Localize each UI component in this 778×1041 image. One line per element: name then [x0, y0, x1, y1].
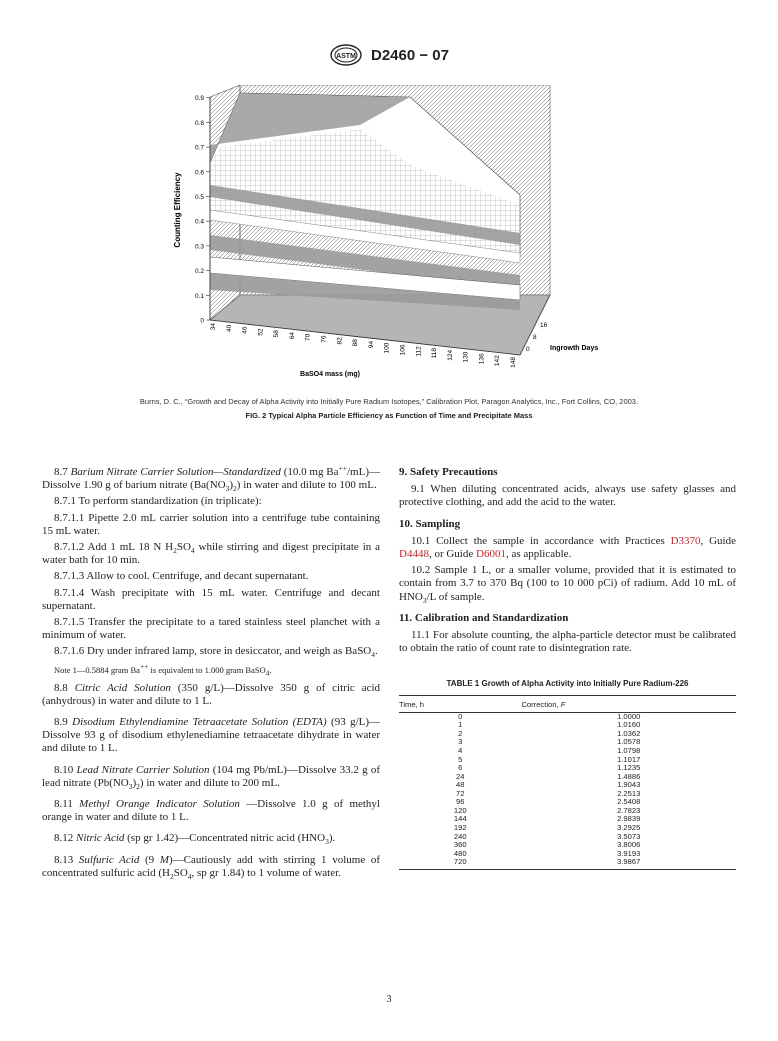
figure-credit: Burns, D. C., “Growth and Decay of Alpha Activity into Initially Pure Radium Isotopes,” Calibration Plot, Paragon Analytics, Inc., Fort Collins, CO, 2003.	[139, 397, 639, 406]
x-tick-label: 88	[352, 339, 360, 347]
section-10-1: 10.1 Collect the sample in accordance with Practices D3370, Guide D4448, or Guide D6001, as applicable.	[399, 534, 736, 561]
x-tick-label: 58	[273, 330, 281, 338]
correction-cell: 2.2513	[617, 788, 641, 798]
section-8-7: 8.7 Barium Nitrate Carrier Solution—Standardized (10.0 mg Ba++/mL)—Dissolve 1.90 g of barium nitrate $(Ba(NO_3)_2)$ in water and dilute to 100 mL.	[42, 463, 380, 494]
correction-cell: 3.2925	[617, 822, 641, 832]
z-tick-label: 16	[540, 322, 548, 329]
x-tick-label: 142	[494, 355, 502, 367]
table-row	[399, 790, 736, 799]
table-row	[399, 858, 736, 869]
correction-cell: 1.0362	[617, 728, 641, 738]
column-header-correction: Correction, F	[521, 695, 736, 712]
section-8-7-1-5: 8.7.1.5 Transfer the precipitate to a tared stainless steel planchet with a minimum of water.	[42, 616, 380, 642]
table-row	[399, 815, 736, 824]
time-cell: 0	[458, 711, 463, 721]
y-tick-label: 0.3	[194, 243, 204, 251]
section-8-9: 8.9 Disodium Ethylendiamine Tetraacetate Solution (EDTA) (93 g/L)—Dissolve 93 g of disodium ethylenediamine tetraacetate dihydrate in water and dilute to 1 L.	[42, 716, 381, 755]
x-tick-label: 46	[241, 326, 249, 334]
x-tick-label: 52	[257, 328, 265, 336]
x-tick-label: 148	[510, 357, 517, 368]
time-cell: 48	[455, 780, 465, 790]
y-tick-label: 0.1	[194, 292, 204, 300]
y-tick-label: 0.8	[194, 119, 204, 127]
table-row	[399, 841, 736, 850]
x-tick-label: 40	[225, 324, 233, 333]
note-1: Note 1—0.5884 gram Ba++ is equivalent to 1.000 gram BaSO$_4$.	[54, 661, 272, 678]
section-9-1: 9.1 When diluting concentrated acids, always use safety glasses and protective clothing, and add the acid to the water.	[399, 483, 736, 509]
time-cell: 2	[458, 728, 463, 738]
z-axis-label: Ingrowth Days	[550, 345, 599, 352]
x-tick-label: 124	[446, 349, 454, 361]
y-tick-label: 0.6	[194, 169, 204, 177]
x-tick-label: 136	[478, 353, 486, 365]
section-8-7-1-1: 8.7.1.1 Pipette 2.0 mL carrier solution into a centrifuge tube containing 15 mL water.	[42, 511, 380, 537]
section-8-11: 8.11 Methyl Orange Indicator Solution —Dissolve 1.0 g of methyl orange in water and dilute to 1 L.	[42, 798, 380, 824]
correction-cell: 1.0798	[617, 746, 641, 756]
y-tick-label: 0.9	[194, 95, 204, 103]
correction-cell: 3.9867	[521, 858, 736, 869]
document-code: D2460 − 07	[371, 46, 449, 64]
correction-cell: 1.1017	[617, 754, 641, 764]
section-8-12: 8.12 Nitric Acid (sp gr 1.42)—Concentrated nitric acid $(HNO_3)$.	[54, 832, 336, 847]
x-tick-label: 130	[462, 351, 470, 363]
y-axis-label: Counting Efficiency	[173, 172, 182, 248]
x-tick-label: 34	[210, 323, 217, 331]
correction-cell: 1.0578	[617, 737, 641, 747]
correction-cell: 2.9839	[617, 814, 641, 824]
time-cell: 720	[399, 858, 521, 869]
efficiency-surface-figure	[160, 85, 610, 385]
table-row	[399, 833, 736, 842]
table-row	[399, 747, 736, 756]
time-cell: 24	[455, 771, 465, 781]
time-cell: 144	[453, 814, 467, 824]
time-cell: 3	[458, 737, 463, 747]
table-row	[399, 807, 736, 816]
table-row	[399, 712, 736, 721]
table-row	[399, 773, 736, 782]
section-10-2: 10.2 Sample 1 L, or a smaller volume, provided that it is estimated to contain from 3.7 to 370 Bq (100 to 10 000 pCi) of radium. Add 10 mL of $HNO_3/L$ of sample.	[399, 564, 736, 605]
table-row	[399, 721, 736, 730]
correction-cell: 1.0160	[617, 720, 641, 730]
table-row	[399, 730, 736, 739]
table-row	[399, 850, 736, 859]
left-column	[42, 463, 381, 883]
section-8-7-1-6: 8.7.1.6 Dry under infrared lamp, store in desiccator, and weigh as BaSO$_4$.	[54, 645, 378, 660]
table-caption: TABLE 1 Growth of Alpha Activity into Initially Pure Radium-226	[446, 679, 689, 689]
correction-cell: 1.0000	[617, 711, 641, 721]
column-header-time: Time, h	[399, 695, 521, 712]
table-row	[399, 756, 736, 765]
svg-text:ASTM: ASTM	[336, 53, 356, 60]
correction-cell: 1.1235	[617, 763, 641, 773]
x-tick-label: 70	[304, 333, 312, 341]
x-axis-label: BaSO4 mass (mg)	[300, 371, 360, 378]
x-tick-label: 82	[336, 337, 344, 345]
section-8-10: 8.10 Lead Nitrate Carrier Solution (104 mg Pb/mL)—Dissolve 33.2 g of lead nitrate $(Pb(NO_3)_2)$ in water and dilute to 200 mL.	[42, 763, 380, 792]
correction-cell: 2.7823	[617, 805, 641, 815]
z-tick-label: 8	[533, 334, 537, 341]
section-8-7-1: 8.7.1 To perform standardization (in triplicate):	[54, 495, 262, 508]
page-header	[0, 44, 778, 66]
time-cell: 4	[458, 746, 463, 756]
time-cell: 360	[453, 840, 467, 850]
y-tick-label: 0.2	[194, 268, 204, 276]
right-column	[399, 466, 736, 870]
table-row	[399, 798, 736, 807]
table-row	[399, 738, 736, 747]
correction-cell: 2.5408	[617, 797, 641, 807]
heading-sampling: 10. Sampling	[399, 517, 461, 530]
y-tick-label: 0.7	[194, 144, 204, 152]
correction-cell: 1.9043	[617, 780, 641, 790]
y-tick-label: 0	[200, 317, 204, 325]
correction-cell: 3.9193	[617, 848, 641, 858]
x-tick-label: 94	[367, 340, 375, 349]
table-row	[399, 824, 736, 833]
page-number: 3	[386, 994, 392, 1005]
astm-logo-icon	[329, 44, 363, 66]
x-tick-label: 106	[399, 344, 407, 356]
heading-safety-precautions: 9. Safety Precautions	[399, 466, 498, 478]
time-cell: 480	[453, 848, 467, 858]
figure-caption: FIG. 2 Typical Alpha Particle Efficiency as Function of Time and Precipitate Mass	[245, 411, 533, 420]
heading-calibration: 11. Calibration and Standardization	[399, 611, 569, 624]
ref-link-d6001[interactable]: D6001	[476, 548, 506, 561]
correction-cell: 3.8006	[617, 840, 641, 850]
section-8-7-1-2: 8.7.1.2 Add 1 mL 18 N $H_2SO_4$ while stirring and digest precipitate in a water bath for 10 min.	[42, 541, 380, 567]
time-cell: 6	[458, 763, 463, 773]
section-8-7-1-4: 8.7.1.4 Wash precipitate with 15 mL water. Centrifuge and decant supernatant.	[42, 586, 380, 612]
time-cell: 72	[455, 788, 465, 798]
time-cell: 120	[453, 805, 467, 815]
time-cell: 192	[453, 822, 467, 832]
time-cell: 1	[458, 720, 463, 730]
table-row	[399, 764, 736, 773]
ref-link-d3370[interactable]: D3370	[670, 534, 701, 547]
alpha-growth-table	[399, 695, 736, 870]
time-cell: 96	[455, 797, 465, 807]
y-tick-label: 0.5	[194, 194, 204, 201]
x-tick-label: 76	[320, 335, 328, 343]
time-cell: 240	[453, 831, 467, 841]
y-tick-label: 0.4	[194, 218, 204, 226]
correction-cell: 1.4886	[617, 771, 641, 781]
section-8-7-1-3: 8.7.1.3 Allow to cool. Centrifuge, and decant supernatant.	[54, 570, 309, 583]
x-tick-label: 118	[431, 348, 439, 359]
time-cell: 5	[458, 754, 463, 764]
section-8-8: 8.8 Citric Acid Solution (350 g/L)—Dissolve 350 g of citric acid (anhydrous) in water and dilute to 1 L.	[42, 681, 381, 707]
correction-cell: 3.5073	[617, 831, 641, 841]
section-8-13: 8.13 Sulfuric Acid (9 M)—Cautiously add with stirring 1 volume of concentrated sulfuric acid ($H_2SO_4$, sp gr 1.84) to 1 volume of water.	[42, 853, 380, 882]
z-tick-label: 0	[526, 346, 530, 353]
x-tick-label: 100	[383, 342, 391, 354]
table-row	[399, 781, 736, 790]
x-tick-label: 64	[288, 331, 296, 340]
ref-link-d4448[interactable]: D4448	[399, 548, 429, 561]
section-11-1: 11.1 For absolute counting, the alpha-particle detector must be calibrated to obtain the ratio of count rate to disintegration rate.	[399, 629, 736, 655]
x-tick-label: 112	[415, 346, 423, 357]
